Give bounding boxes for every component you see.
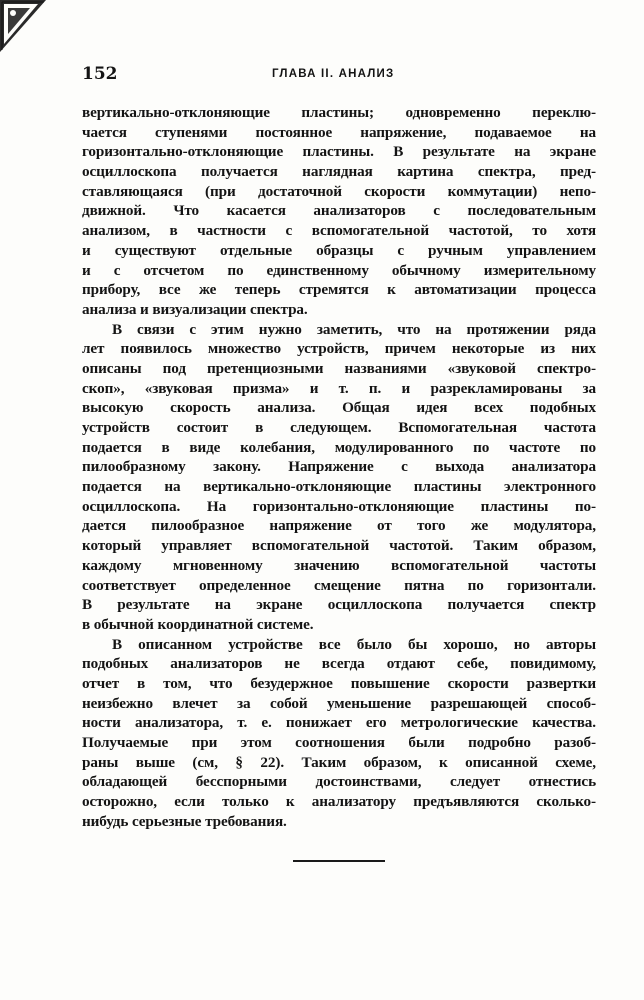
- section-divider: [293, 860, 385, 862]
- text-line: прибору, все же теперь стремятся к автоматизации процесса: [82, 281, 596, 299]
- text-line: ставляющаяся (при достаточной скорости коммутации) непо-: [82, 182, 596, 200]
- text-line: движной. Что касается анализаторов с последовательным: [82, 202, 596, 220]
- running-head: ГЛАВА II. АНАЛИЗ: [272, 68, 395, 80]
- text-line: подается в виде колебания, модулированного по частоте по: [82, 438, 596, 456]
- text-line: скоп», «звуковая призма» и т. п. и разрекламированы за: [82, 379, 596, 397]
- text-line: чается ступенями постоянное напряжение, подаваемое на: [82, 123, 596, 141]
- text-line: В результате на экране осциллоскопа получается спектр: [82, 596, 596, 614]
- text-line: горизонтально-отклоняющие пластины. В результате на экране: [82, 143, 596, 161]
- text-line: подается на вертикально-отклоняющие пластины электронного: [82, 478, 596, 496]
- text-line: и существуют отдельные образцы с ручным управлением: [82, 241, 596, 259]
- paragraph-3: [82, 635, 596, 832]
- text-line: отчет в том, что безудержное повышение скорости развертки: [82, 674, 596, 692]
- text-line: анализа и визуализации спектра.: [82, 300, 308, 318]
- text-line: нибудь серьезные требования.: [82, 812, 287, 830]
- corner-ornament: [0, 0, 46, 52]
- text-line: подобных анализаторов не всегда отдают себе, повидимому,: [82, 655, 596, 673]
- text-line: и с отсчетом по единственному обычному измерительному: [82, 261, 596, 279]
- page-number: 152: [82, 64, 118, 84]
- text-line: каждому мгновенному значению вспомогательной частоты: [82, 556, 596, 574]
- text-line: лет появилось множество устройств, причем некоторые из них: [82, 340, 596, 358]
- text-line: ности анализатора, т. е. понижает его метрологические качества.: [82, 714, 596, 732]
- text-line: устройств состоит в следующем. Вспомогательная частота: [82, 419, 596, 436]
- text-line: высокую скорость анализа. Общая идея всех подобных: [82, 399, 596, 417]
- text-line: осциллоскопа. На горизонтально-отклоняющие пластины по-: [82, 497, 596, 515]
- text-line: неизбежно влечет за собой уменьшение разрешающей способ-: [82, 694, 596, 712]
- text-line: в обычной координатной системе.: [82, 615, 314, 633]
- text-line: дается пилообразное напряжение от того же модулятора,: [82, 517, 596, 535]
- text-line: В описанном устройстве все было бы хорошо, но авторы: [112, 635, 596, 653]
- text-line: осциллоскопа получается наглядная картина спектра, пред-: [82, 163, 596, 181]
- text-line: описаны под претенциозными названиями «звуковой спектро-: [82, 359, 596, 377]
- text-line: анализом, в частности с вспомогательной частотой, то хотя: [82, 222, 596, 240]
- text-line: вертикально-отклоняющие пластины; одновременно переклю-: [82, 104, 596, 121]
- text-line: В связи с этим нужно заметить, что на протяжении ряда: [112, 320, 596, 338]
- paragraph-2: [82, 320, 596, 635]
- text-line: раны выше (см, § 22). Таким образом, к описанной схеме,: [82, 753, 596, 771]
- text-line: осторожно, если только к анализатору предъявляются сколько-: [82, 793, 596, 811]
- body-text: [82, 103, 596, 831]
- paragraph-1: [82, 103, 596, 320]
- text-line: Получаемые при этом соотношения были подробно разоб-: [82, 734, 596, 751]
- text-line: который управляет вспомогательной частотой. Таким образом,: [82, 537, 596, 555]
- text-line: обладающей бесспорными достоинствами, следует отнестись: [82, 773, 596, 791]
- text-line: соответствует определенное смещение пятна по горизонтали.: [82, 576, 596, 594]
- text-line: пилообразному закону. Напряжение с выхода анализатора: [82, 458, 596, 476]
